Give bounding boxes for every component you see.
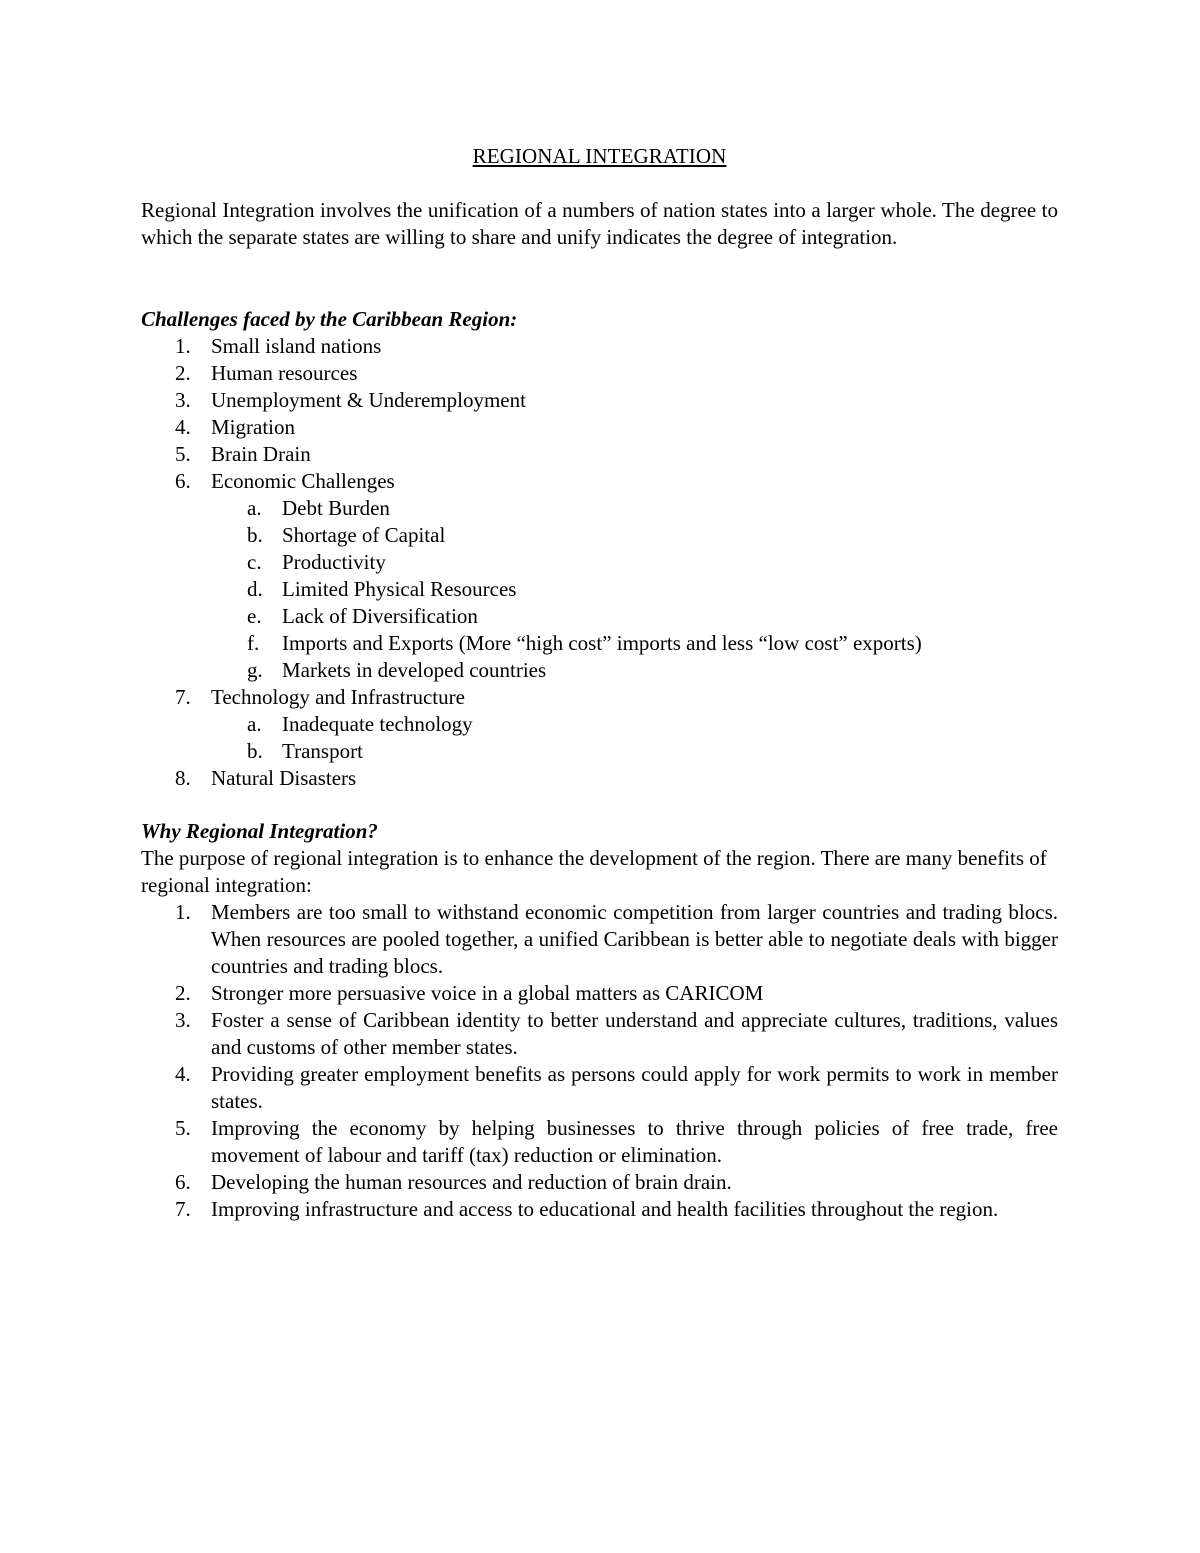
list-item <box>141 387 1058 414</box>
list-item-text: Improving the economy by helping businesses to thrive through policies of free trade, free movement of labour and tariff (tax) reduction or elimination. <box>211 1116 1058 1167</box>
list-item <box>141 333 1058 360</box>
list-item-text: Developing the human resources and reduction of brain drain. <box>211 1170 732 1194</box>
list-item <box>141 360 1058 387</box>
list-number: 3. <box>175 1008 191 1032</box>
benefits-list <box>141 899 1058 1223</box>
list-item-text: Brain Drain <box>211 442 311 466</box>
list-item <box>141 980 1058 1007</box>
sub-list-item-text: Shortage of Capital <box>282 523 446 547</box>
sub-list-letter: b. <box>247 739 263 763</box>
list-number: 6. <box>175 469 191 493</box>
list-item <box>141 684 1058 711</box>
sub-list-item <box>141 657 1058 684</box>
sub-list-item <box>141 522 1058 549</box>
sub-list-item-text: Debt Burden <box>282 496 390 520</box>
list-item-text: Economic Challenges <box>211 469 395 493</box>
sub-list-item <box>141 630 1058 657</box>
sub-list-letter: b. <box>247 523 263 547</box>
sub-list-item-text: Limited Physical Resources <box>282 577 517 601</box>
list-number: 6. <box>175 1170 191 1194</box>
sub-list-item <box>141 549 1058 576</box>
list-item <box>141 468 1058 495</box>
list-item <box>141 441 1058 468</box>
list-item-text: Stronger more persuasive voice in a global matters as CARICOM <box>211 981 764 1005</box>
list-item-text: Unemployment & Underemployment <box>211 388 526 412</box>
sub-list-letter: d. <box>247 577 263 601</box>
sub-list-item-text: Imports and Exports (More “high cost” imports and less “low cost” exports) <box>282 631 922 655</box>
list-number: 7. <box>175 685 191 709</box>
sub-list-letter: e. <box>247 604 262 628</box>
challenges-heading: Challenges faced by the Caribbean Region: <box>141 307 518 331</box>
list-number: 5. <box>175 442 191 466</box>
sub-list-item-text: Markets in developed countries <box>282 658 547 682</box>
sub-list-item-text: Lack of Diversification <box>282 604 478 628</box>
list-item <box>141 414 1058 441</box>
list-number: 5. <box>175 1116 191 1140</box>
list-number: 2. <box>175 981 191 1005</box>
list-item-text: Improving infrastructure and access to educational and health facilities throughout the region. <box>211 1197 999 1221</box>
list-number: 4. <box>175 415 191 439</box>
intro-paragraph: Regional Integration involves the unification of a numbers of nation states into a larger whole. The degree to which the separate states are willing to share and unify indicates the degree of integration. <box>141 198 1058 249</box>
list-item <box>141 1007 1058 1061</box>
list-number: 7. <box>175 1197 191 1221</box>
why-heading: Why Regional Integration? <box>141 819 378 843</box>
sub-list-item-text: Transport <box>282 739 363 763</box>
list-number: 1. <box>175 900 191 924</box>
list-item-text: Human resources <box>211 361 358 385</box>
challenges-list <box>141 333 1058 792</box>
sub-list-letter: a. <box>247 496 262 520</box>
document-title: REGIONAL INTEGRATION <box>472 144 727 168</box>
sub-list-letter: g. <box>247 658 263 682</box>
list-item <box>141 1196 1058 1223</box>
sub-list-item <box>141 495 1058 522</box>
sub-list-item-text: Productivity <box>282 550 386 574</box>
list-item-text: Small island nations <box>211 334 382 358</box>
list-number: 1. <box>175 334 191 358</box>
list-item-text: Migration <box>211 415 295 439</box>
list-item-text: Providing greater employment benefits as persons could apply for work permits to work in member states. <box>211 1062 1058 1113</box>
list-item <box>141 1169 1058 1196</box>
sub-list-item <box>141 603 1058 630</box>
list-number: 3. <box>175 388 191 412</box>
sub-list-letter: a. <box>247 712 262 736</box>
sub-list-item <box>141 711 1058 738</box>
sub-list-letter: f. <box>247 631 260 655</box>
why-intro-paragraph: The purpose of regional integration is to enhance the development of the region. There are many benefits of regional integration: <box>141 846 1047 897</box>
sub-list-item <box>141 738 1058 765</box>
list-item <box>141 1115 1058 1169</box>
sub-list-item-text: Inadequate technology <box>282 712 473 736</box>
sub-list-letter: c. <box>247 550 262 574</box>
list-item-text: Technology and Infrastructure <box>211 685 465 709</box>
sub-list-item <box>141 576 1058 603</box>
list-item-text: Members are too small to withstand economic competition from larger countries and trading blocs. When resources are pooled together, a unified Caribbean is better able to negotiate deals with bigger countries and trading blocs. <box>211 900 1058 978</box>
list-item-text: Natural Disasters <box>211 766 357 790</box>
list-item <box>141 899 1058 980</box>
list-number: 2. <box>175 361 191 385</box>
list-item <box>141 765 1058 792</box>
list-number: 8. <box>175 766 191 790</box>
list-item-text: Foster a sense of Caribbean identity to better understand and appreciate cultures, traditions, values and customs of other member states. <box>211 1008 1058 1059</box>
list-number: 4. <box>175 1062 191 1086</box>
list-item <box>141 1061 1058 1115</box>
